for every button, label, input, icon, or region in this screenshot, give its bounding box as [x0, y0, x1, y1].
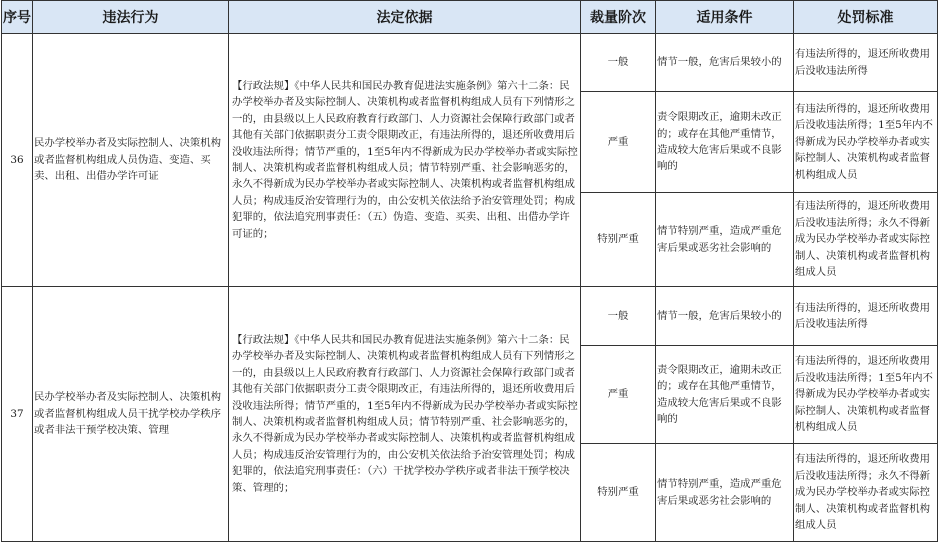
- penalty-cell: 有违法所得的，退还所收费用后没收违法所得: [794, 287, 938, 346]
- penalty-cell: 有违法所得的，退还所收费用后没收违法所得: [794, 34, 938, 92]
- header-no: 序号: [2, 1, 33, 34]
- header-applicable-condition: 适用条件: [656, 1, 794, 34]
- condition-cell: 情节特别严重，造成严重危害后果或恶劣社会影响的: [656, 193, 794, 287]
- header-violation: 违法行为: [33, 1, 229, 34]
- table-row: [2, 287, 938, 346]
- table-row: [2, 34, 938, 92]
- condition-cell: 情节特别严重，造成严重危害后果或恶劣社会影响的: [656, 444, 794, 542]
- discretion-level-cell: 特别严重: [581, 444, 656, 542]
- discretion-level-cell: 特别严重: [581, 193, 656, 287]
- condition-cell: 责令限期改正，逾期未改正的；或存在其他严重情节，造成较大危害后果或不良影响的: [656, 92, 794, 193]
- row-number: 37: [2, 287, 33, 542]
- discretion-level-cell: 一般: [581, 34, 656, 92]
- header-discretion-level: 裁量阶次: [581, 1, 656, 34]
- penalty-cell: 有违法所得的，退还所收费用后没收违法所得；永久不得新成为民办学校举办者或实际控制人、决策机构或者监督机构组成人员: [794, 193, 938, 287]
- violation-cell: 民办学校举办者及实际控制人、决策机构或者监督机构组成人员干扰学校办学秩序或者非法干预学校决策、管理: [33, 287, 229, 542]
- row-number: 36: [2, 34, 33, 287]
- condition-cell: 情节一般，危害后果较小的: [656, 287, 794, 346]
- condition-cell: 情节一般，危害后果较小的: [656, 34, 794, 92]
- table-header-row: [2, 1, 938, 34]
- condition-cell: 责令限期改正，逾期未改正的；或存在其他严重情节，造成较大危害后果或不良影响的: [656, 346, 794, 444]
- legal-basis-cell: 【行政法规】《中华人民共和国民办教育促进法实施条例》第六十二条：民办学校举办者及实际控制人、决策机构或者监督机构组成人员有下列情形之一的，由县级以上人民政府教育行政部门、人力资源社会保障行政部门或者其他有关部门依据职责分工责令限期改正，有违法所得的，退还所收费用后没收违法所得；情节严重的，1至5年内不得新成为民办学校举办者或实际控制人、决策机构或者监督机构组成人员；情节特别严重、社会影响恶劣的，永久不得新成为民办学校举办者或实际控制人、决策机构或者监督机构组成人员；构成违反治安管理行为的，由公安机关依法给予治安管理处罚；构成犯罪的，依法追究刑事责任：（五）伪造、变造、买卖、出租、出借办学许可证的；: [229, 34, 581, 287]
- penalty-cell: 有违法所得的，退还所收费用后没收违法所得；1至5年内不得新成为民办学校举办者或实际控制人、决策机构或者监督机构组成人员: [794, 92, 938, 193]
- discretion-level-cell: 一般: [581, 287, 656, 346]
- legal-basis-cell: 【行政法规】《中华人民共和国民办教育促进法实施条例》第六十二条：民办学校举办者及实际控制人、决策机构或者监督机构组成人员有下列情形之一的，由县级以上人民政府教育行政部门、人力资源社会保障行政部门或者其他有关部门依据职责分工责令限期改正，有违法所得的，退还所收费用后没收违法所得；情节严重的，1至5年内不得新成为民办学校举办者或实际控制人、决策机构或者监督机构组成人员；情节特别严重、社会影响恶劣的，永久不得新成为民办学校举办者或实际控制人、决策机构或者监督机构组成人员；构成违反治安管理行为的，由公安机关依法给予治安管理处罚；构成犯罪的，依法追究刑事责任：（六）干扰学校办学秩序或者非法干预学校决策、管理的；: [229, 287, 581, 542]
- penalty-cell: 有违法所得的，退还所收费用后没收违法所得；永久不得新成为民办学校举办者或实际控制人、决策机构或者监督机构组成人员: [794, 444, 938, 542]
- header-penalty-standard: 处罚标准: [794, 1, 938, 34]
- violation-cell: 民办学校举办者及实际控制人、决策机构或者监督机构组成人员伪造、变造、买卖、出租、出借办学许可证: [33, 34, 229, 287]
- header-legal-basis: 法定依据: [229, 1, 581, 34]
- discretion-level-cell: 严重: [581, 92, 656, 193]
- discretion-level-cell: 严重: [581, 346, 656, 444]
- penalty-cell: 有违法所得的，退还所收费用后没收违法所得；1至5年内不得新成为民办学校举办者或实际控制人、决策机构或者监督机构组成人员: [794, 346, 938, 444]
- penalty-standard-table: [1, 0, 938, 542]
